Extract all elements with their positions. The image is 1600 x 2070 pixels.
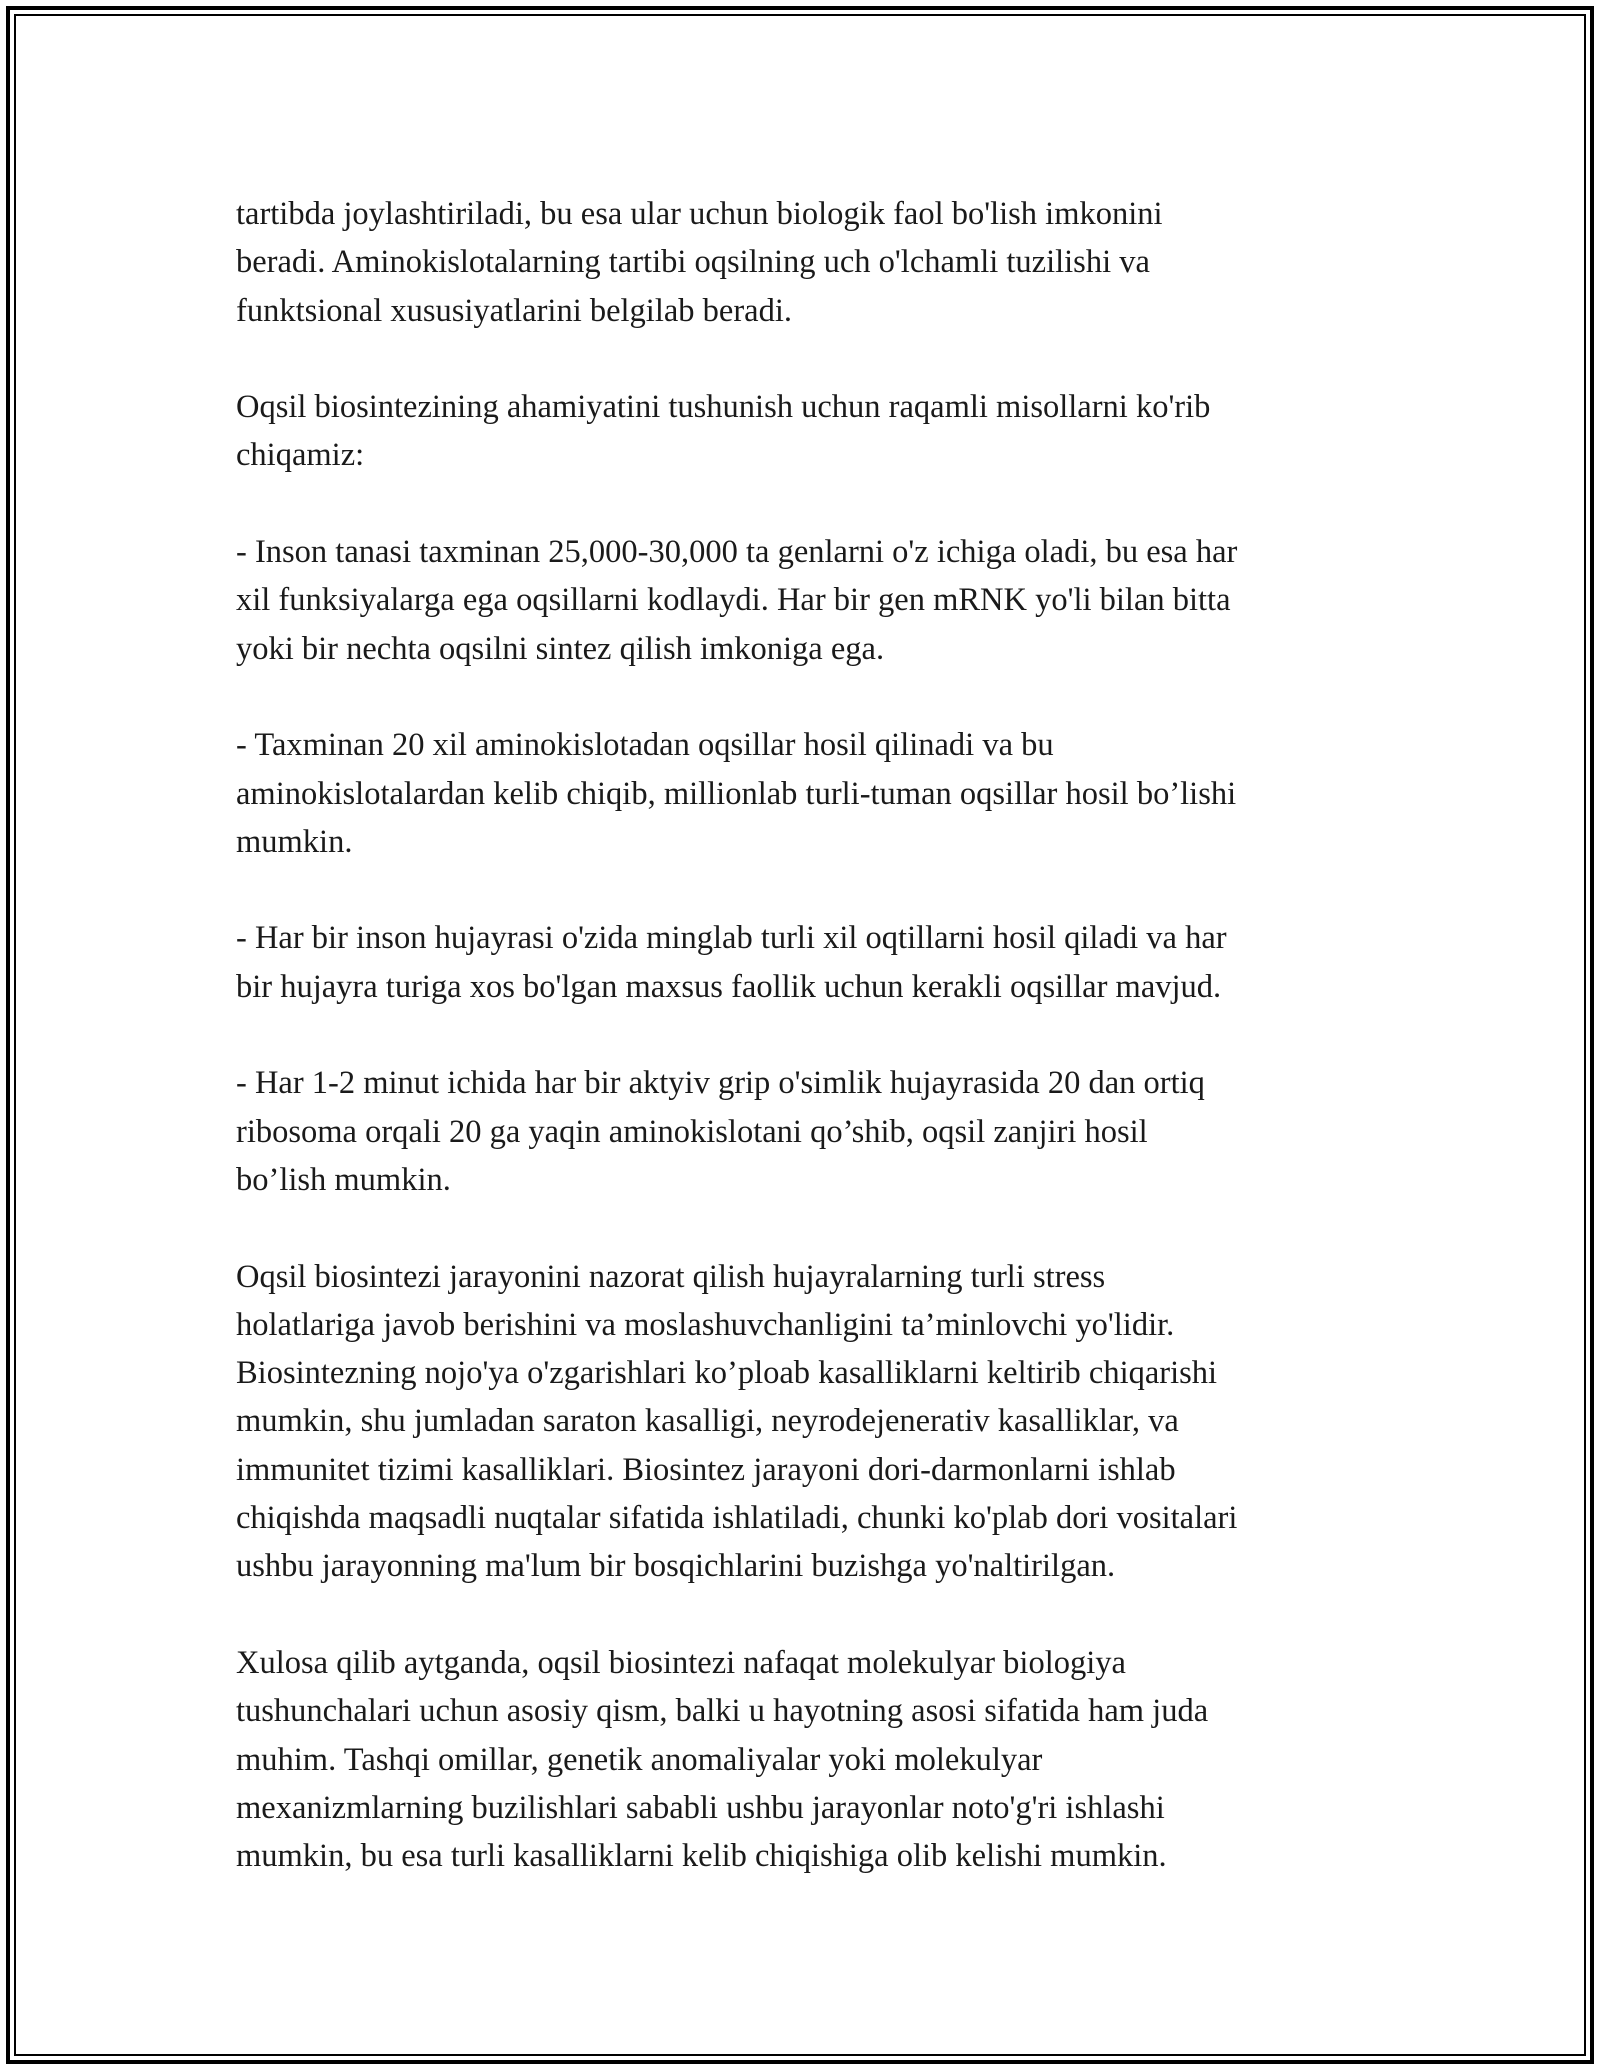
paragraph-aminoacid-order: tartibda joylashtiriladi, bu esa ular uchun biologik faol bo'lish imkonini beradi. Aminokislotalarning tartibi oqsilning uch o'lchamli tuzilishi va funktsional xususiyatlarini belgilab beradi. [236, 196, 1163, 329]
list-item-cell-proteins: - Har bir inson hujayrasi o'zida minglab turli xil oqtillarni hosil qiladi va har bir hujayra turiga xos bo'lgan maxsus faollik uchun kerakli oqsillar mavjud. [236, 920, 1227, 1005]
list-item-aminoacids: - Taxminan 20 xil aminokislotadan oqsillar hosil qilinadi va bu aminokislotalardan kelib chiqib, millionlab turli-tuman oqsillar hosil bo’lishi mumkin. [236, 727, 1237, 860]
list-item-genes: - Inson tanasi taxminan 25,000-30,000 ta genlarni o'z ichiga oladi, bu esa har xil funksiyalarga ega oqsillarni kodlaydi. Har bir gen mRNK yo'li bilan bitta yoki bir nechta oqsilni sintez qilish imkoniga ega. [236, 534, 1238, 667]
paragraph-conclusion: Xulosa qilib aytganda, oqsil biosintezi nafaqat molekulyar biologiya tushunchalari uchun asosiy qism, balki u hayotning asosi sifatida ham juda muhim. Tashqi omillar, genetik anomaliyalar yoki molekulyar mexanizmlarning buzilishlari sababli ushbu jarayonlar noto'g'ri ishlashi mumkin, bu esa turli kasalliklarni kelib chiqishiga olib kelishi mumkin. [236, 1644, 1209, 1875]
paragraph-regulation: Oqsil biosintezi jarayonini nazorat qilish hujayralarning turli stress holatlariga javob berishini va moslashuvchanligini ta’minlovchi yo'lidir. Biosintezning nojo'ya o'zgarishlari ko’ploab kasalliklarni keltirib chiqarishi mumkin, shu jumladan saraton kasalligi, neyrodejenerativ kasalliklar, va immunitet tizimi kasalliklari. Biosintez jarayoni dori-darmonlarni ishlab chiqishda maqsadli nuqtalar sifatida ishlatiladi, chunki ko'plab dori vositalari ushbu jarayonning ma'lum bir bosqichlarini buzishga yo'naltirilgan. [236, 1258, 1238, 1585]
list-item-ribosomes: - Har 1-2 minut ichida har bir aktyiv grip o'simlik hujayrasida 20 dan ortiq ribosoma orqali 20 ga yaqin aminokislotani qo’shib, oqsil zanjiri hosil bo’lish mumkin. [236, 1065, 1205, 1198]
paragraph-intro-examples: Oqsil biosintezining ahamiyatini tushunish uchun raqamli misollarni ko'rib chiqamiz: [236, 389, 1211, 474]
document-body [236, 190, 1396, 1929]
